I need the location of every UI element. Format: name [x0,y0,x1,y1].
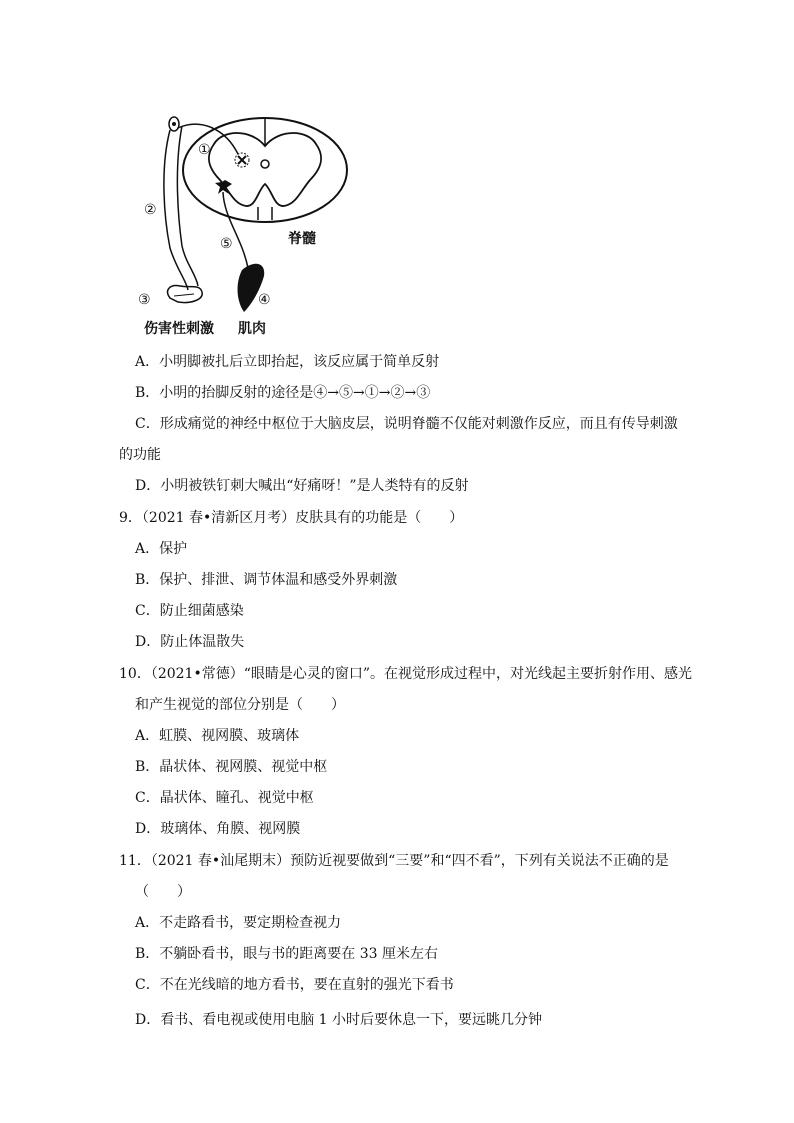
q9-option-d: D．防止体温散失 [135,634,245,650]
marker-3: ③ [138,292,151,308]
label-spinal-cord: 脊髓 [288,231,316,247]
central-canal [261,160,269,168]
q11-stem: 11．（2021 春•汕尾期末）预防近视要做到“三要”和“四不看”，下列有关说法不正确的是 [119,853,669,869]
q8-option-c: C．形成痛觉的神经中枢位于大脑皮层，说明脊髓不仅能对刺激作反应，而且有传导刺激 [135,416,678,432]
reflex-arc-diagram [130,108,360,338]
q9-option-b: B．保护、排泄、调节体温和感受外界刺激 [135,572,398,588]
label-muscle: 肌肉 [238,321,266,337]
marker-4: ④ [258,292,271,308]
q8-option-b: B．小明的抬脚反射的途径是④→⑤→①→②→③ [135,385,431,401]
q11-option-d: D．看书、看电视或使用电脑 1 小时后要休息一下，要远眺几分钟 [135,1012,543,1028]
q10-option-c: C．晶状体、瞳孔、视觉中枢 [135,790,314,806]
q8-option-d: D．小明被铁钉刺大喊出“好痛呀！”是人类特有的反射 [135,478,469,494]
marker-2: ② [144,202,157,218]
q10-option-a: A．虹膜、视网膜、玻璃体 [135,728,300,744]
q9-option-a: A．保护 [135,541,188,557]
label-stimulus: 伤害性刺激 [144,321,214,337]
q11-option-c: C．不在光线暗的地方看书，要在直射的强光下看书 [135,977,454,993]
q8-option-c-continued: 的功能 [119,447,161,463]
q8-option-a: A．小明脚被扎后立即抬起，该反应属于简单反射 [135,354,440,370]
q9-stem: 9．（2021 春•清新区月考）皮肤具有的功能是（ ） [119,510,464,526]
q11-option-a: A．不走路看书，要定期检查视力 [135,915,342,931]
reflex-arc-figure [130,108,360,338]
marker-1: ① [198,142,211,158]
q11-option-b: B．不躺卧看书，眼与书的距离要在 33 厘米左右 [135,946,439,962]
marker-5: ⑤ [220,236,233,252]
q10-stem-continued: 和产生视觉的部位分别是（ ） [135,697,345,713]
q10-option-d: D．玻璃体、角膜、视网膜 [135,821,301,837]
q10-option-b: B．晶状体、视网膜、视觉中枢 [135,759,328,775]
q10-stem: 10．（2021•常德）“眼睛是心灵的窗口”。在视觉形成过程中，对光线起主要折射作用、感光 [119,666,693,682]
q9-option-c: C．防止细菌感染 [135,603,244,619]
q11-stem-continued: （ ） [135,884,191,900]
